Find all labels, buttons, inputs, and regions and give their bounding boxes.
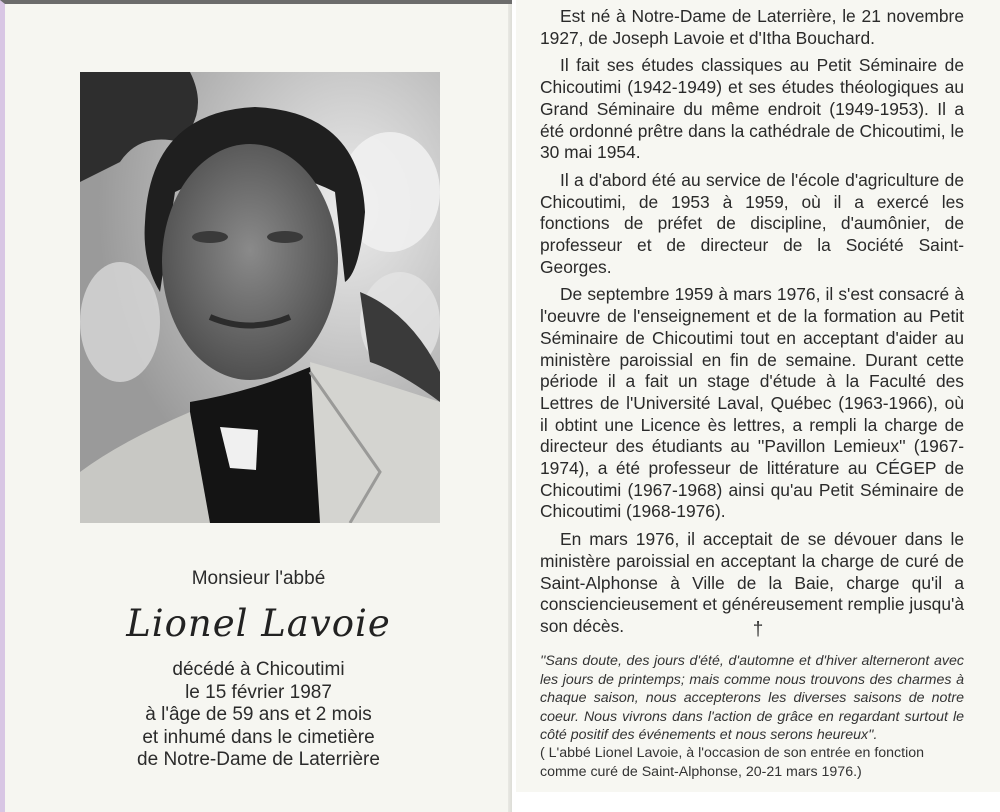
card-right-panel xyxy=(516,0,1000,792)
death-info-line: à l'âge de 59 ans et 2 mois xyxy=(145,704,372,725)
death-info-line: le 15 février 1987 xyxy=(185,681,332,703)
death-info-line: décédé à Chicoutimi xyxy=(172,659,345,680)
biography-paragraph: En mars 1976, il acceptait de se dévouer dans le ministère paroissial en acceptant la charge de curé de Saint-Alphonse à Ville de la Baie, charge qu'il a consciencieusement et généreusement remplie jusqu'à son décès. xyxy=(540,529,964,636)
biography-paragraph: Il fait ses études classiques au Petit Séminaire de Chicoutimi (1942-1949) et ses études théologiques au Grand Séminaire du même endroit (1949-1953). Il a été ordonné prêtre dans la cathédrale de Chicoutimi, le 30 mai 1954. xyxy=(540,55,964,163)
death-info-line: de Notre-Dame de Laterrière xyxy=(137,749,380,770)
death-info xyxy=(5,659,512,772)
portrait-photo xyxy=(80,72,440,523)
biography-paragraph: De septembre 1959 à mars 1976, il s'est consacré à l'oeuvre de l'enseignement et de la formation au Petit Séminaire de Chicoutimi tout en acceptant d'aider au ministère paroissial en fin de semaine. Durant cette période il a fait un stage d'étude à la Faculté des Lettres de l'Université Laval, Québec (1963-1966), où il obtint une Licence ès lettres, a rempli la charge de directeur des étudiants au ''Pavillon Lemieux'' (1967-1974), a été professeur de littérature au CÉGEP de Chicoutimi (1967-1968) ainsi qu'au Petit Séminaire de Chicoutimi (1968-1976). xyxy=(540,284,964,522)
death-info-line: et inhumé dans le cimetière xyxy=(142,726,375,748)
quote-attribution: ( L'abbé Lionel Lavoie, à l'occasion de son entrée en fonction comme curé de Saint-Alphonse, 20-21 mars 1976.) xyxy=(540,745,925,780)
biography-paragraph: Il a d'abord été au service de l'école d'agriculture de Chicoutimi, de 1953 à 1959, où il a exercé les fonctions de préfet de discipline, d'aumônier, de professeur et de directeur de la Société Saint-Georges. xyxy=(540,169,964,277)
portrait-image xyxy=(80,72,440,523)
biography xyxy=(540,6,964,644)
cross-icon: † xyxy=(752,619,764,640)
biography-paragraph: Est né à Notre-Dame de Laterrière, le 21 novembre 1927, de Joseph Lavoie et d'Itha Bouchard. xyxy=(540,6,964,48)
deceased-name: Lionel Lavoie xyxy=(126,602,391,645)
memorial-quote: ''Sans doute, des jours d'été, d'automne et d'hiver alterneront avec les jours de printemps; mais comme nous trouvons des charmes à chaque saison, nous accepterons les diverses saisons de notre coeur. Nous vivrons dans l'action de grâce en regardant surtout le côté positif des événements et nous serons heureux''. xyxy=(540,653,964,744)
honorific: Monsieur l'abbé xyxy=(191,568,326,589)
